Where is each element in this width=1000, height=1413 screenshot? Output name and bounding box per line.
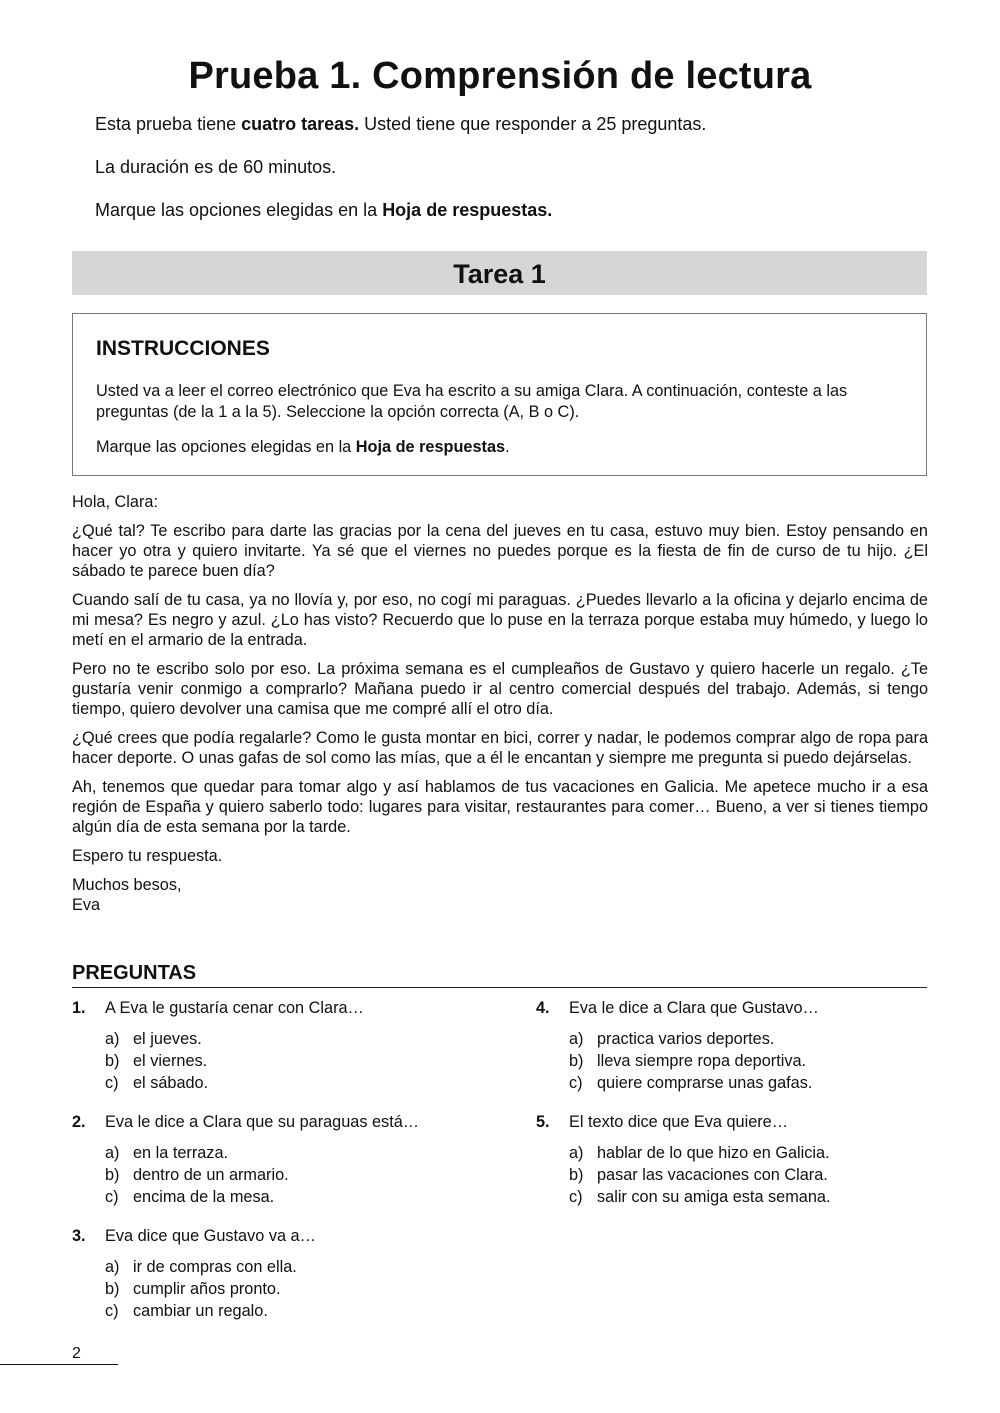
page-title: Prueba 1. Comprensión de lectura: [188, 55, 812, 97]
answer-option[interactable]: b) el viernes.: [105, 1052, 208, 1070]
intro-line-answer-sheet: Marque las opciones elegidas en la Hoja de respuestas.: [95, 200, 553, 220]
intro-line-tasks: Esta prueba tiene cuatro tareas. Usted tiene que responder a 25 preguntas.: [95, 114, 707, 134]
letter-signoff: Muchos besos, Eva: [72, 876, 182, 914]
question-number: 2.: [72, 1113, 86, 1131]
answer-option[interactable]: c) cambiar un regalo.: [105, 1302, 268, 1320]
answer-option[interactable]: c) el sábado.: [105, 1074, 209, 1092]
question-stem: Eva le dice a Clara que su paraguas está…: [105, 1113, 420, 1131]
question-number: 4.: [536, 999, 550, 1017]
letter-paragraph-4: ¿Qué crees que podía regalarle? Como le gusta montar en bici, correr y nadar, le podemos comprar algo de ropa para hacer deporte. O unas gafas de sol como las mías, que a él le encantan y siempre me pregunta si puedo dejárselas.: [72, 729, 928, 767]
page-number-rule: [0, 1364, 118, 1365]
question-stem: Eva le dice a Clara que Gustavo…: [569, 999, 819, 1017]
answer-option[interactable]: b) cumplir años pronto.: [105, 1280, 281, 1298]
instructions-heading: INSTRUCCIONES: [96, 337, 270, 360]
question-number: 5.: [536, 1113, 550, 1131]
answer-option[interactable]: a) hablar de lo que hizo en Galicia.: [569, 1144, 830, 1162]
task-heading-bar: Tarea 1: [72, 251, 927, 295]
intro-line-duration: La duración es de 60 minutos.: [95, 157, 337, 177]
question-number: 1.: [72, 999, 86, 1017]
answer-option[interactable]: a) ir de compras con ella.: [105, 1258, 297, 1276]
answer-option[interactable]: a) practica varios deportes.: [569, 1030, 775, 1048]
questions-heading: PREGUNTAS: [72, 962, 927, 988]
letter-greeting: Hola, Clara:: [72, 493, 158, 511]
answer-option[interactable]: a) el jueves.: [105, 1030, 202, 1048]
question-number: 3.: [72, 1227, 86, 1245]
letter-closing: Espero tu respuesta.: [72, 847, 223, 865]
letter-paragraph-3: Pero no te escribo solo por eso. La próxima semana es el cumpleaños de Gustavo y quiero hacerle un regalo. ¿Te gustaría venir conmigo a comprarlo? Mañana puedo ir al centro comercial después del trabajo. Además, si tengo tiempo, quiero devolver una camisa que me compré allí el otro día.: [72, 660, 928, 718]
instructions-answer-sheet: Marque las opciones elegidas en la Hoja de respuestas.: [96, 438, 510, 456]
answer-option[interactable]: a) en la terraza.: [105, 1144, 229, 1162]
answer-option[interactable]: b) pasar las vacaciones con Clara.: [569, 1166, 828, 1184]
question-stem: El texto dice que Eva quiere…: [569, 1113, 789, 1131]
page-number: 2: [72, 1345, 81, 1362]
instructions-box: [72, 313, 927, 476]
letter-paragraph-2: Cuando salí de tu casa, ya no llovía y, por eso, no cogí mi paraguas. ¿Puedes llevarlo a la oficina y dejarlo encima de mi mesa? Es negro y azul. ¿Lo has visto? Recuerdo que lo puse en la terraza porque estaba muy húmedo, y luego lo metí en el armario de la entrada.: [72, 591, 928, 649]
answer-option[interactable]: c) quiere comprarse unas gafas.: [569, 1074, 813, 1092]
letter-paragraph-1: ¿Qué tal? Te escribo para darte las gracias por la cena del jueves en tu casa, estuvo muy bien. Estoy pensando en hacer yo otra y quiero invitarte. Ya sé que el viernes no puedes porque es la fiesta de fin de curso de tu hijo. ¿El sábado te parece buen día?: [72, 522, 928, 580]
letter-paragraph-5: Ah, tenemos que quedar para tomar algo y así hablamos de tus vacaciones en Galicia. Me apetece mucho ir a esa región de España y quiero saberlo todo: lugares para visitar, restaurantes para comer… Bueno, a ver si tienes tiempo algún día de esta semana por la tarde.: [72, 778, 928, 836]
question-stem: Eva dice que Gustavo va a…: [105, 1227, 316, 1245]
email-letter: [72, 492, 928, 915]
answer-option[interactable]: c) encima de la mesa.: [105, 1188, 275, 1206]
answer-option[interactable]: c) salir con su amiga esta semana.: [569, 1188, 831, 1206]
question-stem: A Eva le gustaría cenar con Clara…: [105, 999, 364, 1017]
intro-section: [95, 114, 706, 243]
instructions-text: Usted va a leer el correo electrónico que Eva ha escrito a su amiga Clara. A continuación, conteste a las preguntas (de la 1 a la 5). Seleccione la opción correcta (A, B o C).: [96, 382, 848, 421]
answer-option[interactable]: b) dentro de un armario.: [105, 1166, 289, 1184]
answer-option[interactable]: b) lleva siempre ropa deportiva.: [569, 1052, 807, 1070]
